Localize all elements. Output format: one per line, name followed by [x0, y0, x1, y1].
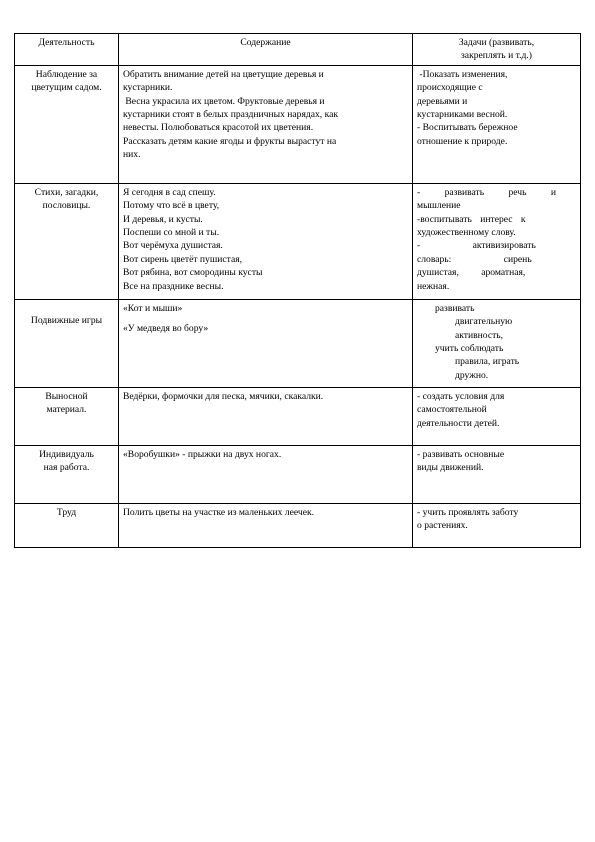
content-cell — [119, 445, 413, 503]
content-line: невесты. Полюбоваться красотой их цветения. — [123, 122, 314, 134]
tasks-line: - развивать основные — [417, 448, 505, 460]
table-row — [15, 183, 581, 299]
tasks-line: - создать условия для — [417, 390, 505, 402]
activity-cell — [15, 445, 119, 503]
tasks-cell — [413, 183, 581, 299]
activity-line: Индивидуаль — [39, 448, 94, 460]
activity-cell — [15, 503, 119, 547]
content-line: Потому что всё в цвету, — [123, 200, 220, 212]
content-cell — [119, 387, 413, 445]
header-content: Содержание — [119, 34, 413, 66]
activity-cell — [15, 183, 119, 299]
content-line: Я сегодня в сад спешу. — [123, 186, 216, 198]
content-line: кустарники. — [123, 82, 173, 94]
table-row — [15, 503, 581, 547]
tasks-line: происходящие с — [417, 82, 483, 94]
content-line: Вот рябина, вот смородины кусты — [123, 267, 263, 279]
table-row — [15, 387, 581, 445]
tasks-line: виды движений. — [417, 462, 484, 474]
content-line: Полить цветы на участке из маленьких леечек. — [123, 506, 315, 518]
content-line: «У медведя во бору» — [123, 323, 209, 335]
content-cell — [119, 503, 413, 547]
table-row — [15, 445, 581, 503]
header-tasks-line: Задачи (развивать, — [458, 37, 535, 48]
tasks-line: отношение к природе. — [417, 135, 508, 147]
content-line: Рассказать детям какие ягоды и фрукты вырастут на — [123, 135, 337, 147]
content-line: кустарники стоят в белых праздничных нарядах, как — [123, 109, 339, 121]
content-line: Ведёрки, формочки для песка, мячики, скакалки. — [123, 390, 324, 402]
activity-line: цветущим садом. — [31, 82, 102, 94]
tasks-cell — [413, 503, 581, 547]
content-line: Все на празднике весны. — [123, 280, 224, 292]
tasks-cell — [413, 65, 581, 183]
content-line: «Воробушки» - прыжки на двух ногах. — [123, 448, 282, 460]
activity-line: материал. — [46, 404, 87, 416]
content-line: Обратить внимание детей на цветущие деревья и — [123, 68, 324, 80]
activity-line: пословицы. — [42, 200, 91, 212]
content-cell — [119, 183, 413, 299]
tasks-line: кустарниками весной. — [417, 109, 508, 121]
content-line: Вот сирень цветёт пушистая, — [123, 253, 243, 265]
header-tasks-line: закреплять и т.д.) — [461, 50, 532, 62]
activity-line: Стихи, загадки, — [34, 186, 99, 198]
activity-line: Выносной — [45, 390, 88, 402]
tasks-cell — [413, 445, 581, 503]
tasks-line: дружно. — [455, 369, 489, 381]
tasks-line: мышление — [417, 200, 461, 212]
content-line: Поспеши со мной и ты. — [123, 227, 220, 239]
tasks-line: - учить проявлять заботу — [417, 506, 519, 518]
activity-line: ная работа. — [43, 462, 90, 474]
header-activity: Деятельность — [15, 34, 119, 66]
tasks-line: деятельности детей. — [417, 417, 500, 429]
tasks-line: двигательную — [455, 316, 513, 328]
activity-plan-table — [14, 33, 581, 548]
tasks-line: нежная. — [417, 280, 450, 292]
tasks-line: учить соблюдать — [435, 343, 504, 355]
activity-line: Труд — [56, 506, 77, 518]
activity-cell — [15, 65, 119, 183]
activity-cell — [15, 387, 119, 445]
content-line: Весна украсила их цветом. Фруктовые деревья и — [123, 95, 325, 107]
tasks-line: - развивать речь и — [417, 186, 557, 198]
content-line: «Кот и мыши» — [123, 302, 183, 314]
table-header-row — [15, 34, 581, 66]
tasks-line: о растениях. — [417, 520, 468, 532]
tasks-line: - активизировать — [417, 240, 536, 252]
content-line: Вот черёмуха душистая. — [123, 240, 223, 252]
tasks-line: - Воспитывать бережное — [417, 122, 518, 134]
content-line: них. — [123, 149, 141, 161]
table-row — [15, 299, 581, 387]
table-row — [15, 65, 581, 183]
tasks-line: -воспитывать интерес к — [417, 213, 526, 225]
content-cell — [119, 65, 413, 183]
tasks-line: активность, — [455, 329, 504, 341]
tasks-cell — [413, 299, 581, 387]
tasks-line: развивать — [435, 302, 475, 314]
tasks-line: душистая, ароматная, — [417, 267, 526, 279]
tasks-line: -Показать изменения, — [417, 68, 508, 80]
tasks-line: деревьями и — [417, 95, 468, 107]
content-cell — [119, 299, 413, 387]
tasks-cell — [413, 387, 581, 445]
activity-line: Наблюдение за — [35, 68, 98, 80]
tasks-line: самостоятельной — [417, 404, 487, 416]
activity-cell — [15, 299, 119, 387]
header-tasks — [413, 34, 581, 66]
content-line: И деревья, и кусты. — [123, 213, 203, 225]
tasks-line: словарь: сирень — [417, 253, 532, 265]
activity-line: Подвижные игры — [30, 314, 103, 326]
tasks-line: художественному слову. — [417, 227, 516, 239]
tasks-line: правила, играть — [455, 356, 520, 368]
